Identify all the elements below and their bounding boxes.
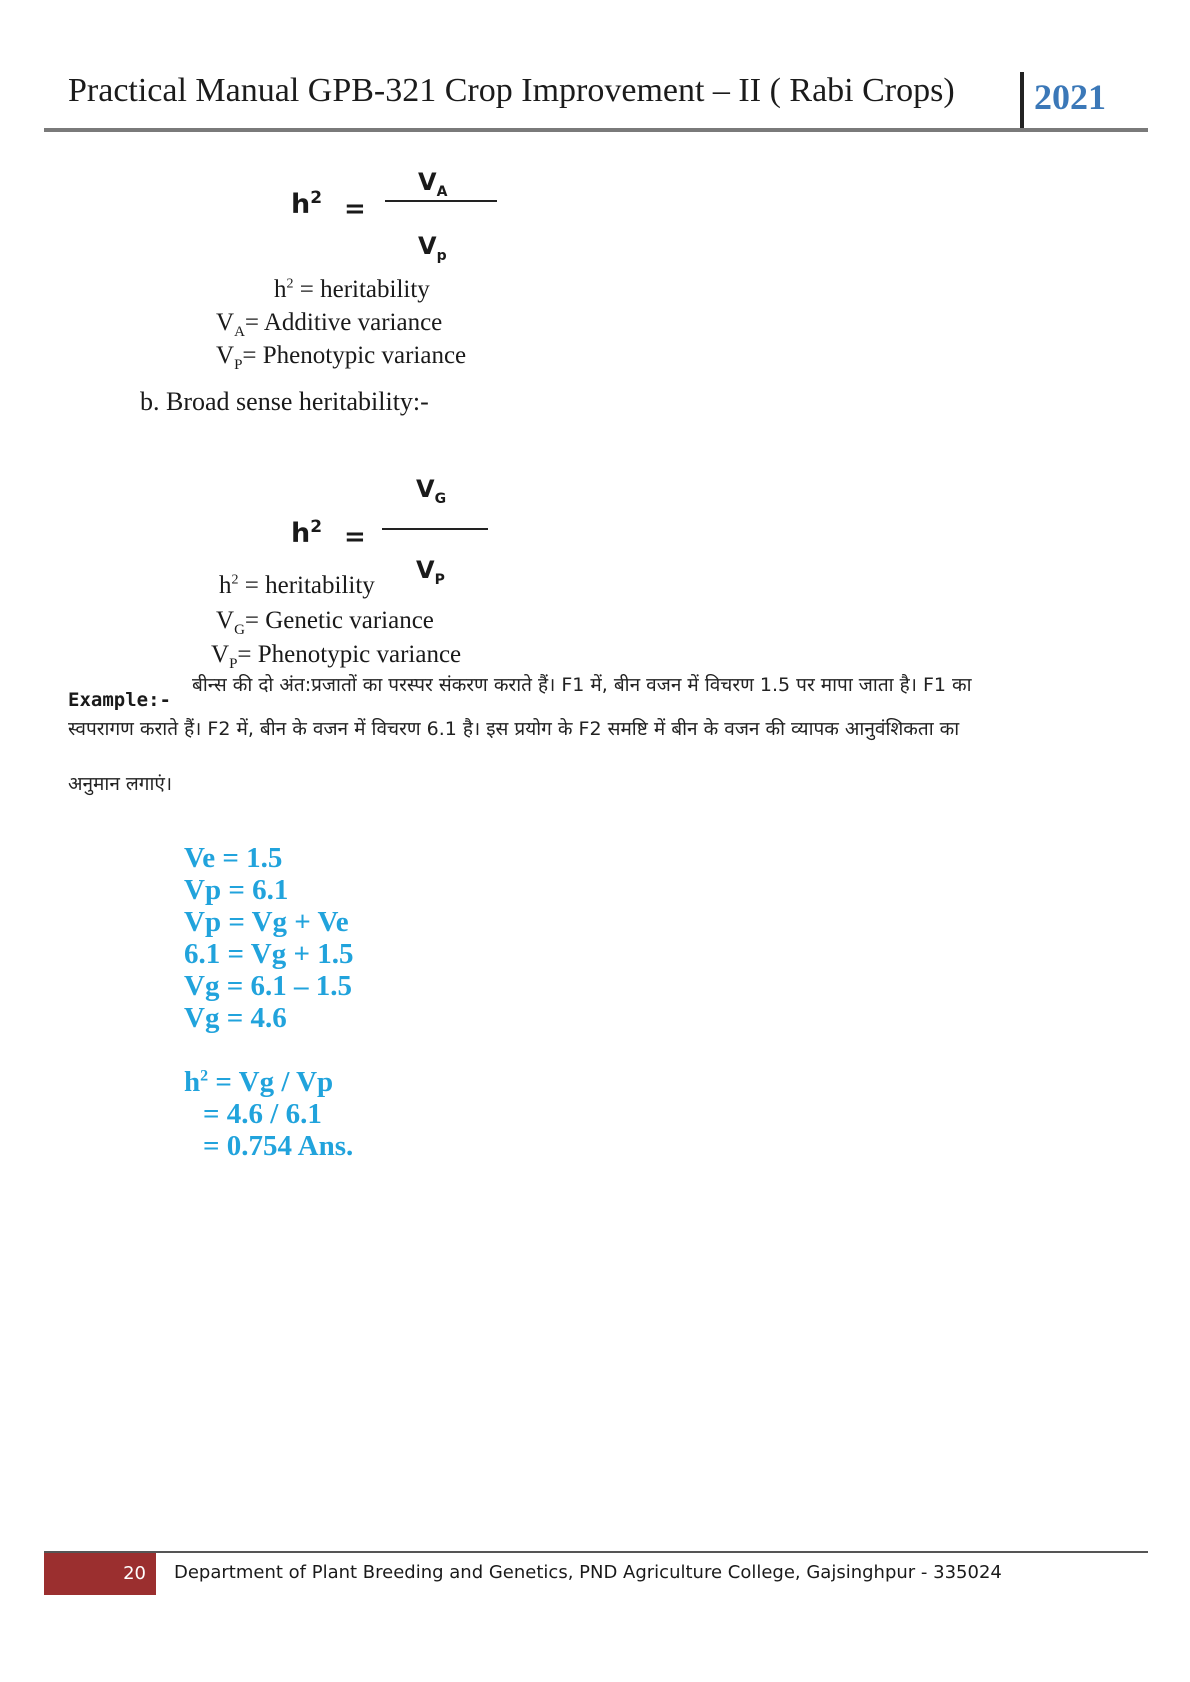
footer-rule: [44, 1551, 1148, 1553]
solution-step-1: = 4.6 / 6.1: [203, 1098, 322, 1130]
header-title: Practical Manual GPB-321 Crop Improvement – II ( Rabi Crops): [68, 72, 955, 109]
header-separator: [1020, 72, 1024, 130]
narrow-def-heritability: $h^2$ = heritability: [274, 276, 430, 303]
narrow-formula-lhs: $h^2$: [291, 188, 323, 220]
broad-formula-equals: =: [344, 522, 366, 552]
example-label: Example:-: [68, 689, 171, 711]
broad-def-genetic: $V_G=$ Genetic variance: [216, 607, 434, 638]
broad-def-heritability: $h^2$ = heritability: [219, 572, 375, 599]
solution-answer: = 0.754 Ans.: [203, 1130, 354, 1162]
narrow-def-additive: $V_A=$ Additive variance: [216, 309, 443, 340]
solution-heritability-formula: $h^2 = Vg / Vp$: [184, 1066, 334, 1098]
solution-line: 6.1 = Vg + 1.5: [184, 938, 354, 970]
solution-line: Vg = 6.1 – 1.5: [184, 970, 352, 1002]
narrow-def-phenotypic: $V_P=$ Phenotypic variance: [216, 342, 467, 373]
example-text-line-1: बीन्स की दो अंत:प्रजातों का परस्पर संकरण कराते हैं। F1 में, बीन वजन में विचरण 1.5 पर मापा जाता है। F1 का: [192, 674, 972, 696]
example-text-line-2: स्वपरागण कराते हैं। F2 में, बीन के वजन में विचरण 6.1 है। इस प्रयोग के F2 समष्टि में बीन के वजन की व्यापक आनुवंशिकता का: [68, 718, 960, 740]
broad-sense-heading: b. Broad sense heritability:-: [140, 387, 429, 416]
broad-formula-denominator: $V_P$: [416, 556, 445, 588]
narrow-formula-denominator: $V_p$: [418, 232, 447, 264]
narrow-fraction-bar: [385, 200, 497, 202]
example-text-line-3: अनुमान लगाएं।: [68, 773, 173, 795]
broad-formula-numerator: $V_G$: [416, 475, 447, 507]
narrow-formula-numerator: $V_A$: [418, 168, 448, 200]
footer-department: Department of Plant Breeding and Genetics, PND Agriculture College, Gajsinghpur - 335024: [174, 1562, 1002, 1583]
broad-def-phenotypic: $V_P=$ Phenotypic variance: [211, 641, 462, 672]
broad-formula-lhs: $h^2$: [291, 517, 323, 549]
header-year: 2021: [1034, 77, 1106, 117]
broad-fraction-bar: [382, 528, 488, 530]
solution-line: Vp = Vg + Ve: [184, 906, 349, 938]
solution-line: Ve = 1.5: [184, 842, 283, 874]
solution-line: Vp = 6.1: [184, 874, 289, 906]
solution-line: Vg = 4.6: [184, 1002, 287, 1034]
narrow-formula-equals: =: [344, 194, 366, 224]
header-rule: [44, 128, 1148, 132]
footer-page-number: 20: [123, 1563, 146, 1584]
